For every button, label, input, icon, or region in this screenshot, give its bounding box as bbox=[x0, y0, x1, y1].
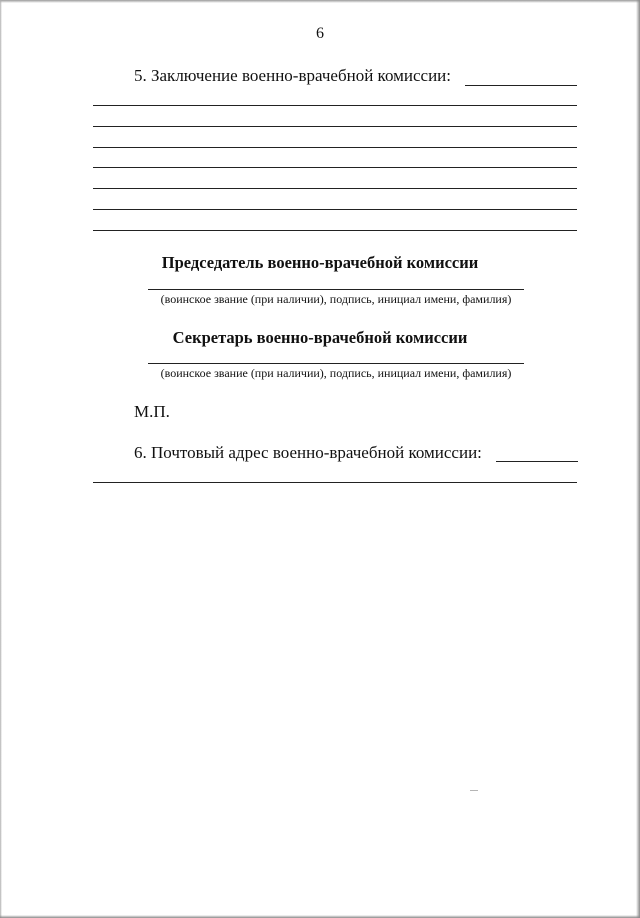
section-5-label: 5. Заключение военно-врачебной комиссии: bbox=[134, 66, 451, 85]
scan-edge-right bbox=[636, 0, 640, 918]
chairman-signature-line bbox=[148, 289, 524, 290]
scan-edge-left bbox=[0, 0, 2, 918]
secretary-caption: (воинское звание (при наличии), подпись, инициал имени, фамилия) bbox=[160, 366, 512, 380]
section-5-line-2 bbox=[93, 126, 577, 127]
chairman-title: Председатель военно-врачебной комиссии bbox=[161, 253, 479, 272]
section-5-inline-blank bbox=[465, 85, 577, 86]
section-5-line-6 bbox=[93, 209, 577, 210]
chairman-caption: (воинское звание (при наличии), подпись, инициал имени, фамилия) bbox=[160, 292, 512, 306]
section-5-line-3 bbox=[93, 147, 577, 148]
section-6-label: 6. Почтовый адрес военно-врачебной комиссии: bbox=[134, 443, 482, 462]
secretary-title: Секретарь военно-врачебной комиссии bbox=[172, 328, 468, 347]
section-5-line-7 bbox=[93, 230, 577, 231]
page-number: 6 bbox=[316, 25, 324, 42]
scan-edge-top bbox=[0, 0, 640, 3]
stamp-label: М.П. bbox=[134, 402, 170, 421]
section-6-inline-blank bbox=[496, 461, 578, 462]
scan-speck bbox=[470, 790, 478, 791]
section-5-line-4 bbox=[93, 167, 577, 168]
secretary-signature-line bbox=[148, 363, 524, 364]
section-5-line-5 bbox=[93, 188, 577, 189]
section-6-line-1 bbox=[93, 482, 577, 483]
section-5-line-1 bbox=[93, 105, 577, 106]
